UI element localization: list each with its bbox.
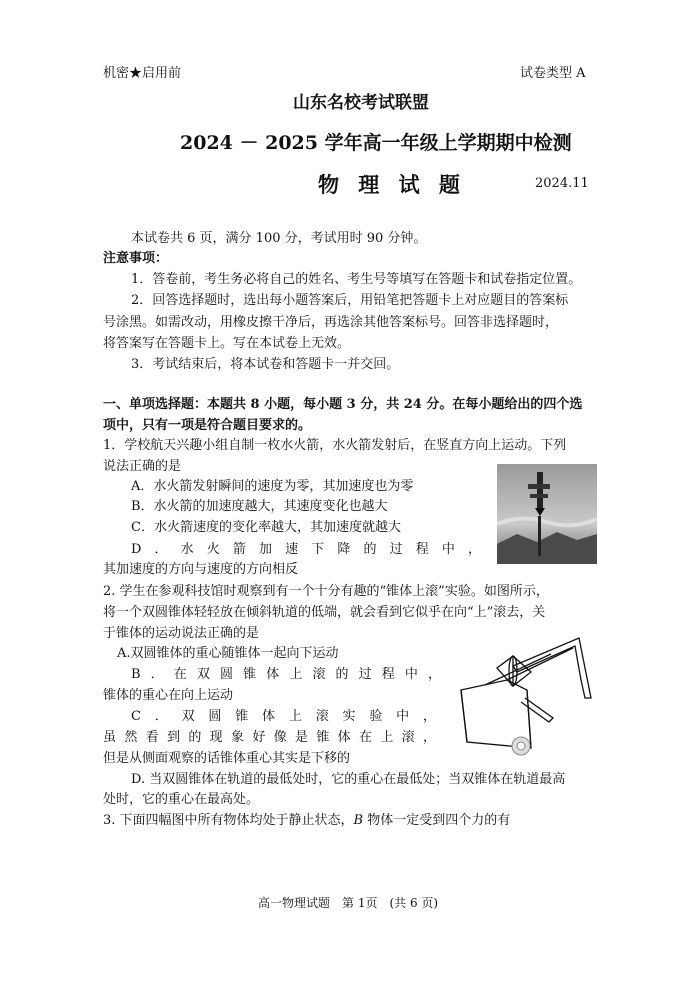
intro-text: 本试卷共 6 页，满分 100 分，考试用时 90 分钟。 [131, 231, 427, 246]
section-1-heading-line-1: 一、单项选择题：本题共 8 小题，每小题 3 分，共 24 分。在每小题给出的四个选 [103, 397, 583, 412]
q2-option-d-line-1: D. 当双圆锥体在轨道的最低处时，它的重心在最低处；当双锥体在轨道最高 [131, 772, 566, 787]
page-footer: 高一物理试题 第 1页 (共 6 页) [258, 896, 439, 910]
q1-option-b: B．水火箭的加速度越大，其速度变化也越大 [131, 499, 388, 514]
q3-stem-prefix: 3. 下面四幅图中所有物体均处于静止状态， [103, 813, 354, 828]
q2-stem-line-2: 将一个双圆锥体轻轻放在倾斜轨道的低端，就会看到它似乎在向“上”滚去，关 [103, 605, 546, 620]
q2-option-b-line-1: B．在双圆锥体上滚的过程中， [131, 667, 441, 682]
note-item-2-line-1: 2．回答选择题时，选出每小题答案后，用铅笔把答题卡上对应题目的答案标 [131, 293, 569, 308]
q2-option-a: A.双圆锥体的重心随锥体一起向下运动 [117, 646, 339, 661]
q2-option-b-line-2: 锥体的重心在向上运动 [103, 688, 234, 703]
notes-heading: 注意事项： [103, 251, 169, 266]
q2-option-c-line-3: 但是从侧面观察的话锥体重心其实是下移的 [103, 751, 351, 766]
note-item-1: 1．答卷前，考生务必将自己的姓名、考生号等填写在答题卡和试卷指定位置。 [131, 272, 582, 287]
q1-stem-line-2: 说法正确的是 [103, 459, 182, 474]
water-rocket-photo [497, 464, 597, 564]
q2-option-c-line-2: 虽然看到的现象好像是锥体在上滚， [103, 730, 436, 745]
q3-stem-variable: B [353, 813, 364, 828]
q1-option-d-line-1: D．水火箭加速下降的过程中， [131, 542, 481, 557]
q1-stem-line-1: 1．学校航天兴趣小组自制一枚水火箭，水火箭发射后，在竖直方向上运动。下列 [103, 438, 567, 453]
q2-stem-line-3: 于锥体的运动说法正确的是 [103, 626, 260, 641]
exam-date: 2024.11 [535, 176, 589, 191]
q1-option-c: C．水火箭速度的变化率越大，其加速度就越大 [131, 520, 401, 535]
double-cone-track-figure [455, 628, 600, 758]
q2-option-c-line-1: C．双圆锥体上滚实验中， [131, 709, 436, 724]
subject-title: 物 理 试 题 [318, 172, 466, 197]
q2-option-d-line-2: 处时，它的重心在最高处。 [103, 792, 260, 807]
section-1-heading-line-2: 项中，只有一项是符合题目要求的。 [103, 418, 312, 433]
paper-type-label: 试卷类型 A [520, 66, 586, 81]
q1-option-a: A．水火箭发射瞬间的速度为零，其加速度也为零 [131, 479, 414, 494]
confidential-label: 机密★启用前 [103, 66, 182, 81]
q2-stem-line-1: 2. 学生在参观科技馆时观察到有一个十分有趣的“锥体上滚”实验。如图所示， [103, 584, 549, 599]
q3-stem [103, 811, 510, 831]
org-title: 山东名校考试联盟 [293, 93, 429, 113]
exam-title: 2024 － 2025 学年高一年级上学期期中检测 [180, 132, 572, 154]
note-item-3: 3．考试结束后，将本试卷和答题卡一并交回。 [131, 357, 400, 372]
note-item-2-line-2: 号涂黑。如需改动，用橡皮擦干净后，再选涂其他答案标号。回答非选择题时， [103, 315, 559, 330]
q1-option-d-line-2: 其加速度的方向与速度的方向相反 [103, 562, 299, 577]
note-item-2-line-3: 将答案写在答题卡上。写在本试卷上无效。 [103, 336, 351, 351]
q3-stem-suffix: 物体一定受到四个力的有 [363, 813, 511, 828]
